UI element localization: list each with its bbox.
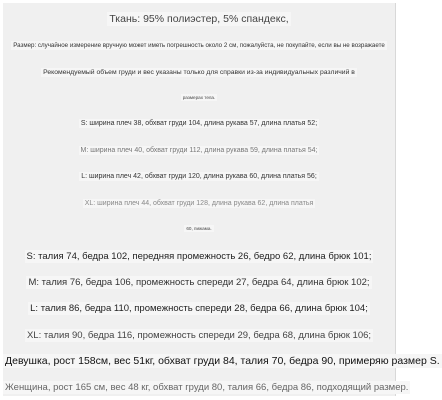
pants-size-m-text: M: талия 76, бедра 106, промежность спереди 27, бедра 64, длина брюк 102; — [28, 277, 370, 288]
top-size-l-text: L: ширина плеч 42, обхват груди 120, длина рукава 60, длина платья 56; — [81, 173, 317, 180]
product-description-panel — [3, 3, 440, 396]
pants-size-xl-text: XL: талия 90, бедра 116, промежность спереди 29, бедра 68, длина брюк 106; — [26, 330, 372, 341]
fabric-text: Ткань: 95% полиэстер, 5% спандекс, — [109, 13, 289, 25]
pants-size-s-text: S: талия 74, бедра 102, передняя промежность 26, бедро 62, длина брюк 101; — [26, 251, 372, 262]
top-size-xl-continuation — [3, 226, 395, 231]
pants-size-l — [3, 303, 395, 314]
measurement-note-line — [3, 42, 395, 49]
measurement-note-text: Размер: случайное измерение вручную может иметь погрешность около 2 см, пожалуйста, не покупайте, если вы не возражаете — [13, 42, 385, 49]
model-info-2-text: Женщина, рост 165 см, вес 48 кг, обхват груди 80, талия 66, бедра 86, подходящий размер. — [5, 382, 409, 393]
model-info-2 — [3, 382, 409, 393]
top-size-xl-continuation-text: 60, пижама. — [186, 226, 212, 231]
top-size-xl — [3, 200, 395, 207]
top-size-m — [3, 147, 395, 154]
fabric-line — [3, 13, 395, 25]
top-size-m-text: M: ширина плеч 40, обхват груди 112, длина рукава 59, длина платья 54; — [80, 147, 318, 154]
reference-note-line — [3, 69, 395, 76]
top-size-s-text: S: ширина плеч 38, обхват груди 104, длина рукава 57, длина платья 52; — [80, 120, 318, 127]
pants-size-s — [3, 251, 395, 262]
model-info-1-text: Девушка, рост 158см, вес 51кг, обхват груди 84, талия 70, бедра 90, примеряю размер S. — [5, 355, 440, 367]
top-size-xl-text: XL: ширина плеч 44, обхват груди 128, длина рукава 62, длина платья — [84, 200, 314, 207]
reference-note-continuation-text: размерах тела. — [182, 95, 216, 100]
pants-size-l-text: L: талия 86, бедра 110, промежность спереди 28, бедра 66, длина брюк 104; — [30, 303, 368, 314]
pants-size-m — [3, 277, 395, 288]
reference-note-continuation — [3, 95, 395, 100]
reference-note-text: Рекомендуемый объем груди и вес указаны только для справки из-за индивидуальных различий в — [43, 69, 355, 76]
pants-size-xl — [3, 330, 395, 341]
top-size-l — [3, 173, 395, 180]
model-info-1 — [3, 355, 440, 367]
top-size-s — [3, 120, 395, 127]
